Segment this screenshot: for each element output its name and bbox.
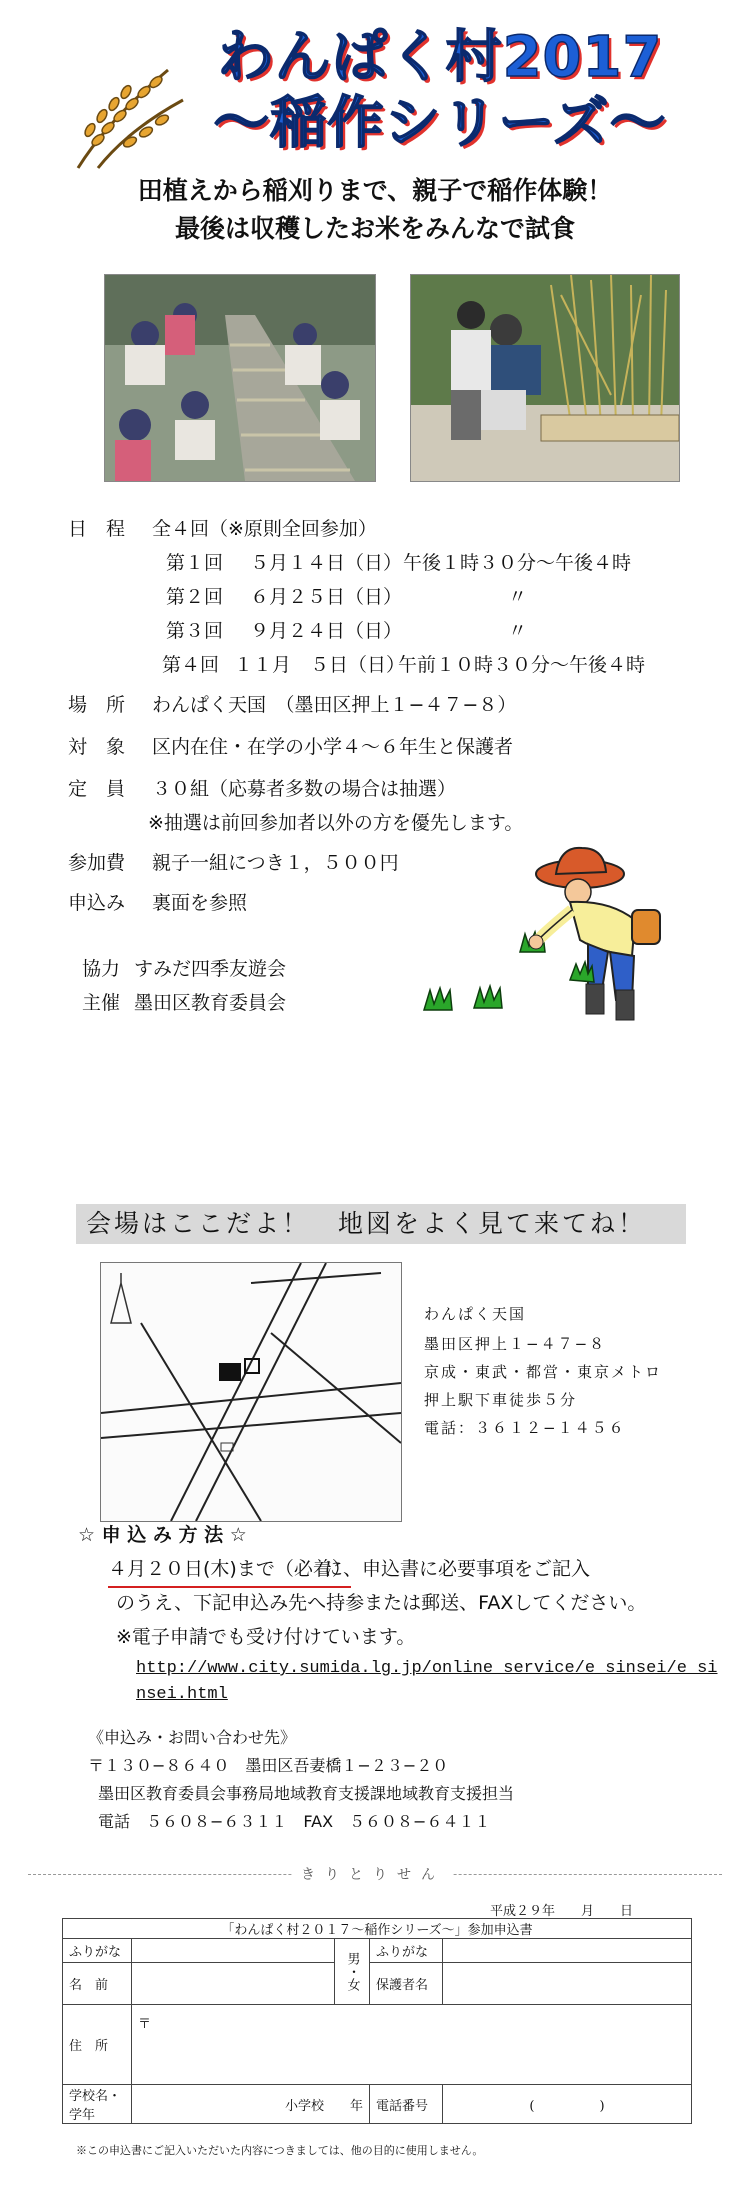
contact-dept: 墨田区教育委員会事務局地域教育支援課地域教育支援担当: [98, 1784, 515, 1803]
place-value: わんぱく天国 （墨田区押上１−４７−８）: [152, 694, 517, 716]
cut-line-label: きりとりせん: [293, 1864, 453, 1884]
farmer-illustration: [420, 840, 720, 1030]
session-time: 午前１０時３０分〜午後４時: [398, 654, 646, 676]
phone-label: 電話番号: [370, 2085, 443, 2124]
furigana-label: ふりがな: [63, 1939, 132, 1963]
venue-walk: 押上駅下車徒歩５分: [424, 1391, 578, 1409]
guardian-furigana-field[interactable]: [443, 1939, 692, 1963]
place-label: 場 所: [68, 694, 126, 716]
form-date: 平成２９年 月 日: [490, 1904, 634, 1919]
venue-name: わんぱく天国: [424, 1305, 527, 1323]
contact-phone: 電話 ５６０８−６３１１ FAX ５６０８−６４１１: [98, 1812, 491, 1831]
capacity-label: 定 員: [68, 778, 126, 800]
application-heading: ☆ 申 込 み 方 法 ☆: [78, 1524, 247, 1546]
session-date: ５月１４日（日）: [250, 552, 403, 574]
cut-line: [28, 1864, 722, 1884]
host-label: 主催: [82, 992, 121, 1014]
name-label: 名 前: [63, 1963, 132, 2005]
name-field[interactable]: [132, 1963, 335, 2005]
page-title-series: 〜稲作シリーズ〜: [213, 91, 667, 156]
subtitle-line-1: 田植えから稲刈りまで、親子で稲作体験！: [137, 176, 613, 205]
contact-heading: 《申込み・お問い合わせ先》: [88, 1728, 297, 1747]
guardian-label: 保護者名: [370, 1963, 443, 2005]
form-footnote: ※この申込書にご記入いただいた内容につきましては、他の目的に使用しません。: [76, 2144, 484, 2157]
session-time: 〃: [508, 586, 528, 608]
application-line2: のうえ、下記申込み先へ持参または郵送、FAXしてください。: [116, 1592, 647, 1614]
target-label: 対 象: [68, 736, 126, 758]
capacity-value: ３０組（応募者多数の場合は抽選）: [152, 778, 457, 800]
online-application-link[interactable]: http://www.city.sumida.lg.jp/online_service/e_sinsei/e_si: [136, 1659, 718, 1678]
school-field[interactable]: [132, 2085, 370, 2124]
session-no: 第１回: [166, 552, 224, 574]
postal-mark: 〒: [138, 2017, 152, 2032]
application-form: [62, 1918, 692, 2124]
guardian-field[interactable]: [443, 1963, 692, 2005]
capacity-note: ※抽選は前回参加者以外の方を優先します。: [148, 812, 524, 834]
session-no: 第４回: [162, 654, 220, 676]
address-field[interactable]: [132, 2005, 692, 2085]
phone-paren: ( ): [529, 2098, 605, 2114]
address-label: 住 所: [63, 2005, 132, 2085]
application-deadline: ４月２０日(木)まで（必着）: [108, 1552, 351, 1588]
fee-label: 参加費: [68, 852, 126, 874]
session-time: 〃: [508, 620, 528, 642]
online-application-link-cont[interactable]: nsei.html: [136, 1685, 228, 1704]
session-no: 第３回: [166, 620, 224, 642]
contact-section: [88, 1724, 708, 1844]
application-line3: ※電子申請でも受け付けています。: [116, 1626, 416, 1648]
venue-phone: 電話：３６１２−１４５６: [424, 1419, 626, 1437]
school-suffix: 小学校 年: [284, 2098, 363, 2114]
schedule-section: [68, 512, 728, 682]
session-date: １１月 ５日（日）: [234, 654, 406, 676]
session-date: ９月２４日（日）: [250, 620, 403, 642]
rice-harvest-photo: [410, 274, 680, 482]
subtitle-line-2: 最後は収穫したお米をみんなで試食: [174, 214, 575, 243]
application-line1: に、申込書に必要事項をご記入: [324, 1558, 591, 1580]
session-date: ６月２５日（日）: [250, 586, 403, 608]
schedule-summary: 全４回（※原則全回参加）: [152, 518, 377, 540]
coop-value: すみだ四季友遊会: [134, 958, 287, 980]
venue-station: 京成・東武・都営・東京メトロ: [424, 1363, 663, 1381]
venue-address: 墨田区押上１−４７−８: [424, 1335, 607, 1353]
host-value: 墨田区教育委員会: [134, 992, 287, 1014]
page-title: わんぱく村2017: [217, 25, 663, 90]
schedule-label: 日 程: [68, 518, 126, 540]
session-no: 第２回: [166, 586, 224, 608]
access-map: [100, 1262, 402, 1522]
gender-select[interactable]: 男・女: [335, 1939, 370, 2005]
venue-info: [424, 1300, 724, 1442]
contact-address: 〒１３０−８６４０ 墨田区吾妻橋１−２３−２０: [88, 1756, 449, 1775]
target-value: 区内在住・在学の小学４〜６年生と保護者: [152, 736, 514, 758]
furigana-field[interactable]: [132, 1939, 335, 1963]
application-section: [78, 1518, 738, 1708]
apply-value: 裏面を参照: [152, 892, 248, 914]
rice-planting-photo: [104, 274, 376, 482]
guardian-furigana-label: ふりがな: [370, 1939, 443, 1963]
coop-label: 協力: [82, 958, 121, 980]
fee-value: 親子一組につき１，５００円: [152, 852, 399, 874]
school-label: 学校名・学年: [63, 2085, 132, 2124]
session-time: 午後１時３０分〜午後４時: [403, 552, 632, 574]
form-title: 「わんぱく村２０１７〜稲作シリーズ〜」参加申込書: [63, 1919, 692, 1939]
apply-label: 申込み: [68, 892, 126, 914]
phone-field[interactable]: [443, 2085, 692, 2124]
map-banner: 会場はここだよ！ 地図をよく見て来てね！: [76, 1204, 686, 1244]
